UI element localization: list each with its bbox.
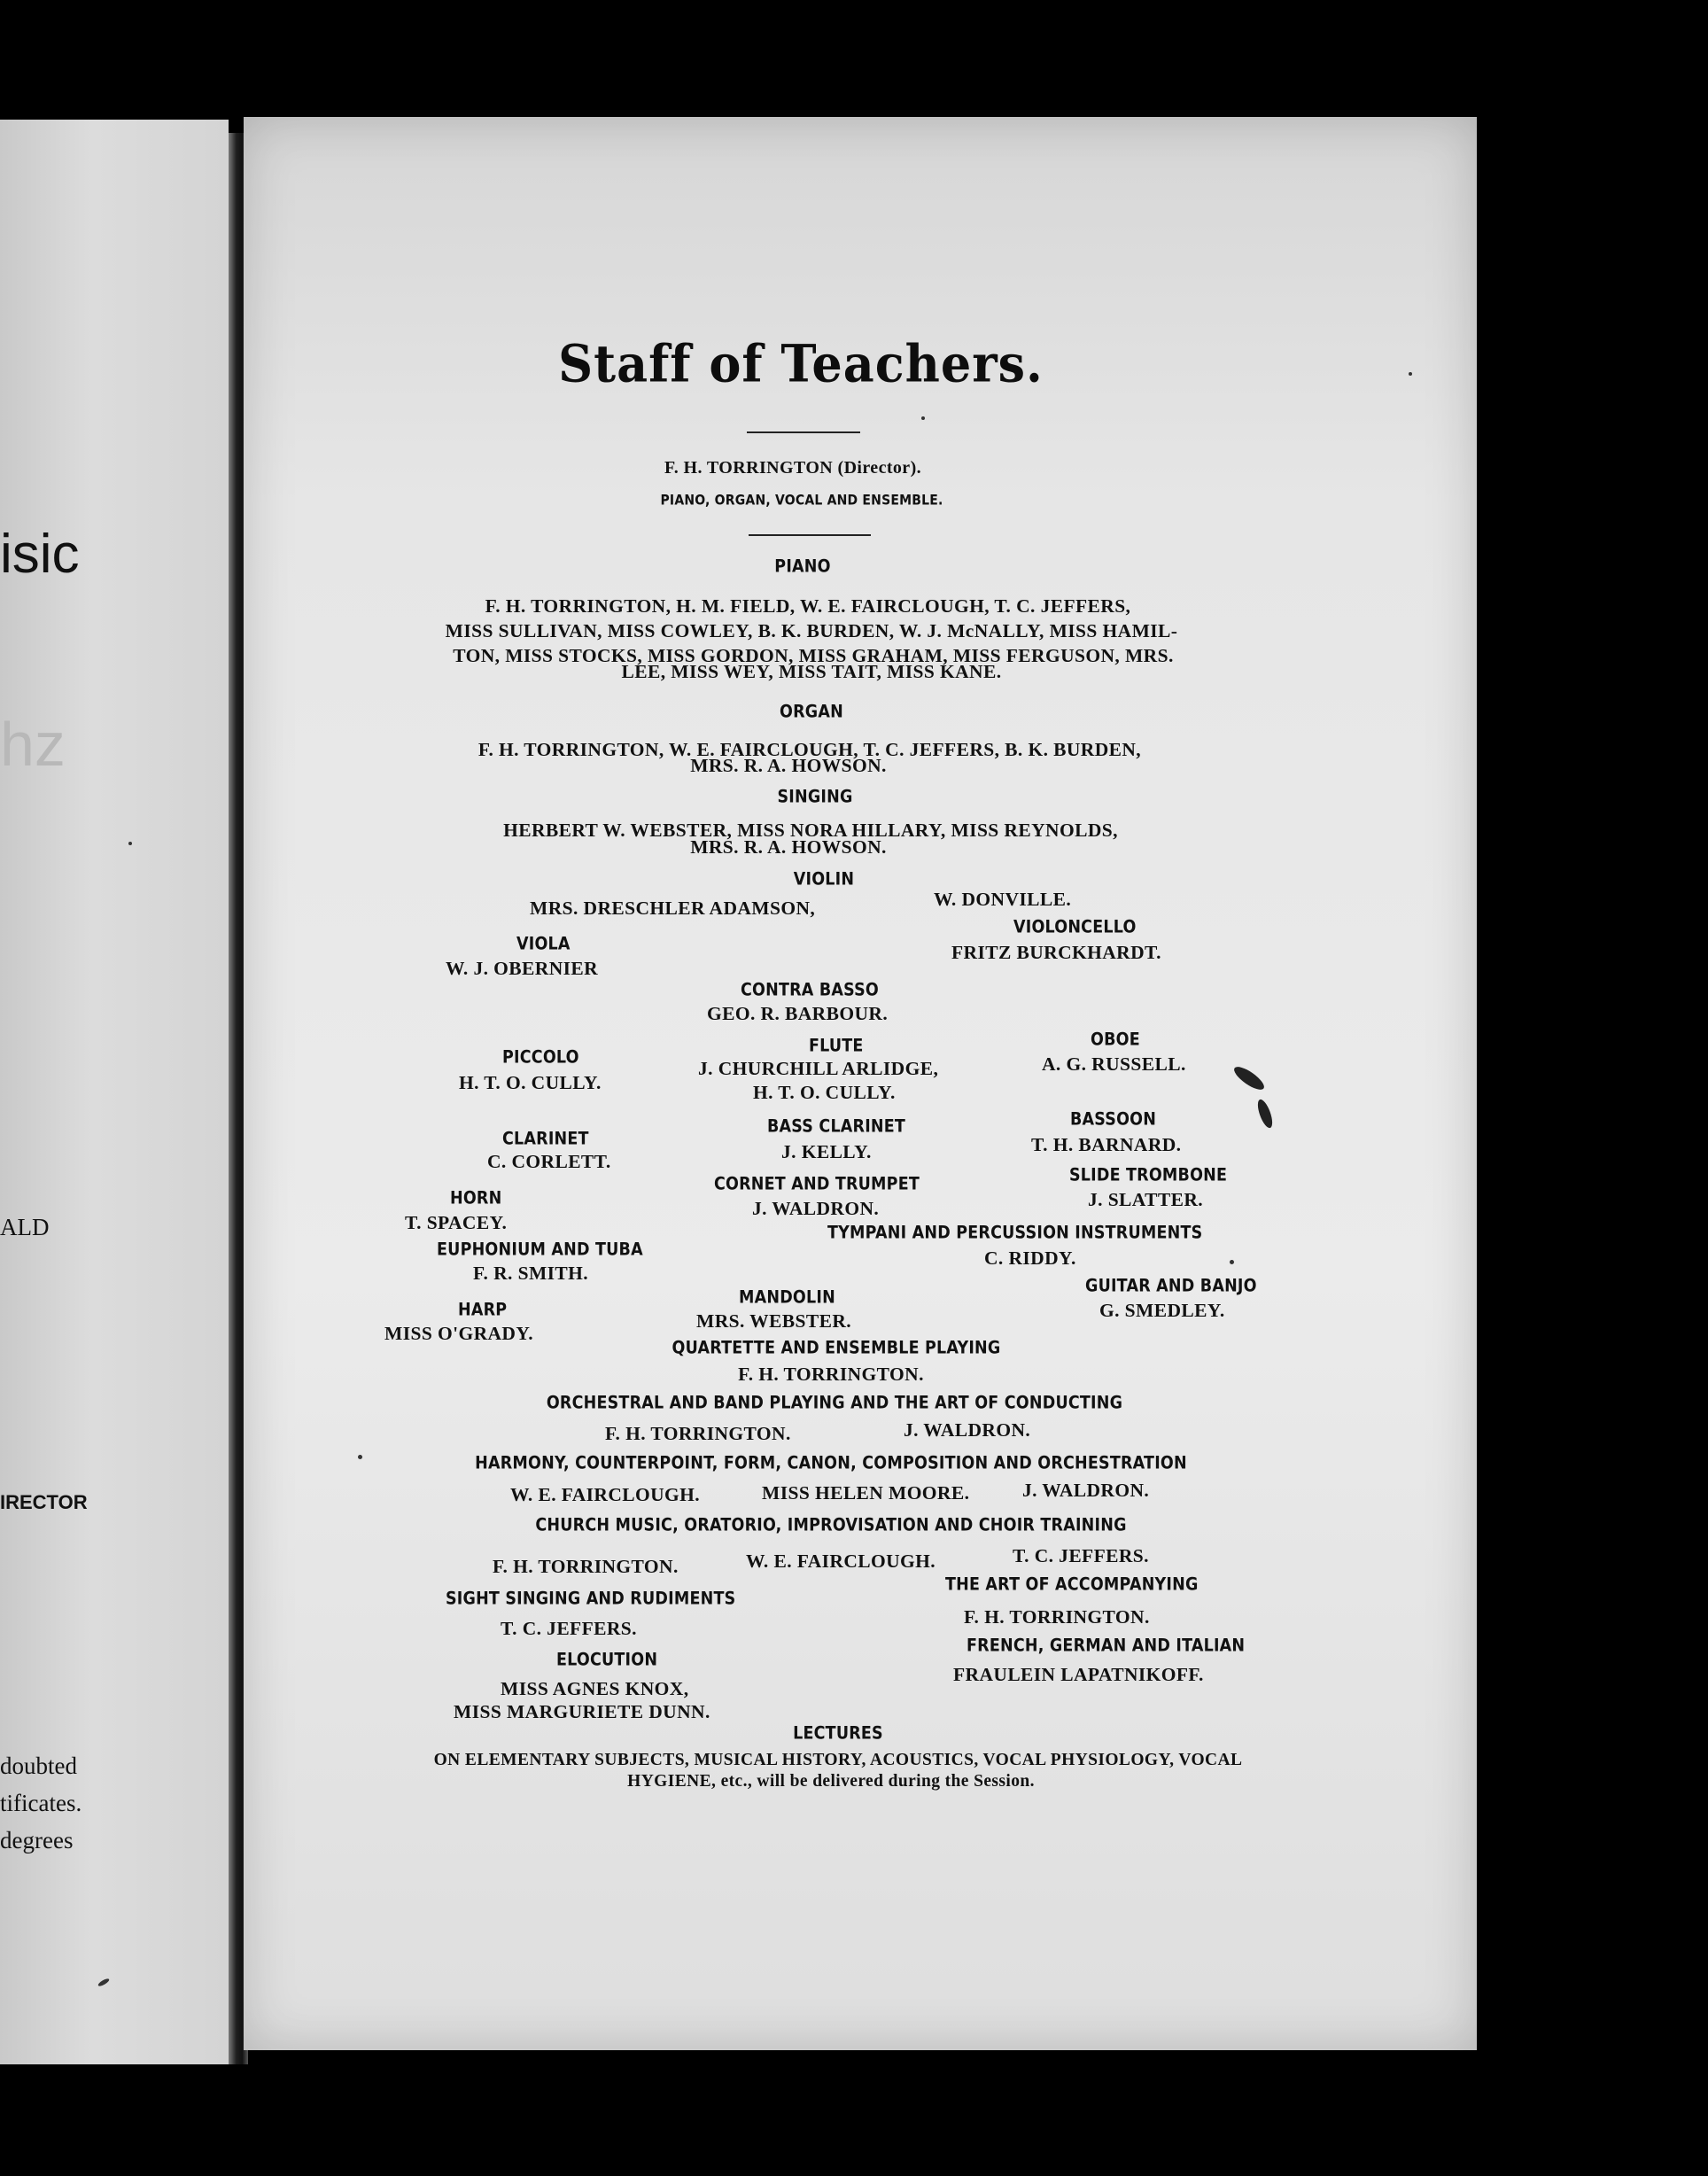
section-heading-elocution: ELOCUTION bbox=[556, 1650, 658, 1671]
lectures-line: HYGIENE, etc., will be delivered during the Session. bbox=[627, 1772, 1035, 1791]
section-heading-orchestral: ORCHESTRAL AND BAND PLAYING AND THE ART OF CONDUCTING bbox=[546, 1393, 1123, 1414]
piano-line: F. H. TORRINGTON, H. M. FIELD, W. E. FAIRCLOUGH, T. C. JEFFERS, bbox=[485, 595, 1131, 617]
section-heading-euphonium: EUPHONIUM AND TUBA bbox=[437, 1240, 643, 1261]
director-line: F. H. TORRINGTON (Director). bbox=[664, 458, 922, 478]
oboe-name: A. G. RUSSELL. bbox=[1042, 1053, 1186, 1075]
speck bbox=[1409, 372, 1412, 376]
piano-line: LEE, MISS WEY, MISS TAIT, MISS KANE. bbox=[621, 661, 1002, 682]
section-heading-violoncello: VIOLONCELLO bbox=[1013, 917, 1137, 938]
section-heading-contra-basso: CONTRA BASSO bbox=[741, 980, 879, 1001]
violin-name: MRS. DRESCHLER ADAMSON, bbox=[530, 898, 816, 919]
singing-line: MRS. R. A. HOWSON. bbox=[690, 836, 887, 858]
viola-name: W. J. OBERNIER bbox=[446, 958, 599, 979]
organ-line: MRS. R. A. HOWSON. bbox=[690, 755, 887, 776]
section-heading-cornet: CORNET AND TRUMPET bbox=[714, 1174, 920, 1195]
left-page-fragment: tificates. bbox=[0, 1790, 82, 1816]
lectures-line: ON ELEMENTARY SUBJECTS, MUSICAL HISTORY, ACOUSTICS, VOCAL PHYSIOLOGY, VOCAL bbox=[433, 1751, 1243, 1769]
page-title: Staff of Teachers. bbox=[558, 332, 1044, 394]
orchestral-name: F. H. TORRINGTON. bbox=[605, 1423, 791, 1444]
harmony-name: J. WALDRON. bbox=[1022, 1480, 1150, 1501]
left-page-fragment: doubted bbox=[0, 1752, 77, 1779]
violin-name: W. DONVILLE. bbox=[934, 889, 1072, 910]
section-heading-piano: PIANO bbox=[774, 556, 831, 578]
section-heading-flute: FLUTE bbox=[809, 1036, 864, 1057]
flute-name: H. T. O. CULLY. bbox=[753, 1082, 896, 1103]
left-page-fragment: hz bbox=[0, 710, 66, 779]
director-subjects: PIANO, ORGAN, VOCAL AND ENSEMBLE. bbox=[660, 493, 943, 509]
accompanying-name: F. H. TORRINGTON. bbox=[964, 1606, 1150, 1628]
euphonium-name: F. R. SMITH. bbox=[473, 1263, 589, 1284]
speck bbox=[921, 416, 925, 420]
section-heading-guitar: GUITAR AND BANJO bbox=[1085, 1276, 1257, 1297]
left-page-fragment: isic bbox=[0, 524, 80, 585]
horn-name: T. SPACEY. bbox=[405, 1212, 508, 1233]
sight-singing-name: T. C. JEFFERS. bbox=[501, 1618, 637, 1639]
section-heading-mandolin: MANDOLIN bbox=[739, 1287, 835, 1309]
bass-clarinet-name: J. KELLY. bbox=[781, 1141, 872, 1162]
section-heading-lectures: LECTURES bbox=[793, 1723, 883, 1745]
left-page-fragment: IRECTOR bbox=[0, 1491, 88, 1513]
harmony-name: W. E. FAIRCLOUGH. bbox=[510, 1484, 701, 1505]
section-heading-sight-singing: SIGHT SINGING AND RUDIMENTS bbox=[446, 1589, 736, 1610]
previous-page-edge bbox=[0, 120, 229, 2064]
elocution-name: MISS AGNES KNOX, bbox=[501, 1678, 689, 1699]
flute-name: J. CHURCHILL ARLIDGE, bbox=[698, 1058, 939, 1079]
church-name: F. H. TORRINGTON. bbox=[493, 1556, 679, 1577]
violoncello-name: FRITZ BURCKHARDT. bbox=[951, 942, 1161, 963]
guitar-name: G. SMEDLEY. bbox=[1099, 1300, 1225, 1321]
piano-line: TON, MISS STOCKS, MISS GORDON, MISS GRAHAM, MISS FERGUSON, MRS. bbox=[453, 645, 1174, 666]
singing-line: HERBERT W. WEBSTER, MISS NORA HILLARY, MISS REYNOLDS, bbox=[503, 820, 1118, 841]
mandolin-name: MRS. WEBSTER. bbox=[696, 1310, 852, 1332]
section-heading-quartette: QUARTETTE AND ENSEMBLE PLAYING bbox=[672, 1338, 1001, 1359]
section-heading-church: CHURCH MUSIC, ORATORIO, IMPROVISATION AND CHOIR TRAINING bbox=[535, 1515, 1127, 1536]
section-heading-harmony: HARMONY, COUNTERPOINT, FORM, CANON, COMPOSITION AND ORCHESTRATION bbox=[475, 1453, 1187, 1474]
title-rule bbox=[747, 431, 860, 433]
section-heading-harp: HARP bbox=[458, 1300, 508, 1321]
church-name: W. E. FAIRCLOUGH. bbox=[746, 1550, 936, 1572]
clarinet-name: C. CORLETT. bbox=[487, 1151, 611, 1172]
tympani-name: C. RIDDY. bbox=[984, 1247, 1076, 1269]
left-page-fragment: degrees bbox=[0, 1827, 74, 1853]
section-heading-oboe: OBOE bbox=[1091, 1030, 1140, 1051]
harmony-name: MISS HELEN MOORE. bbox=[762, 1482, 970, 1504]
section-heading-piccolo: PICCOLO bbox=[502, 1047, 579, 1069]
section-heading-violin: VIOLIN bbox=[793, 869, 855, 890]
organ-line: F. H. TORRINGTON, W. E. FAIRCLOUGH, T. C. JEFFERS, B. K. BURDEN, bbox=[477, 739, 1142, 760]
section-heading-clarinet: CLARINET bbox=[502, 1129, 589, 1150]
section-heading-horn: HORN bbox=[450, 1188, 502, 1209]
section-heading-accompanying: THE ART OF ACCOMPANYING bbox=[945, 1574, 1199, 1596]
speck bbox=[1230, 1260, 1234, 1264]
section-heading-bass-clarinet: BASS CLARINET bbox=[767, 1116, 906, 1138]
languages-name: FRAULEIN LAPATNIKOFF. bbox=[953, 1664, 1204, 1685]
section-heading-bassoon: BASSOON bbox=[1070, 1109, 1157, 1131]
elocution-name: MISS MARGURIETE DUNN. bbox=[454, 1701, 710, 1722]
section-heading-tympani: TYMPANI AND PERCUSSION INSTRUMENTS bbox=[827, 1223, 1203, 1244]
piccolo-name: H. T. O. CULLY. bbox=[459, 1072, 602, 1093]
section-heading-organ: ORGAN bbox=[780, 702, 843, 723]
section-heading-slide-trombone: SLIDE TROMBONE bbox=[1069, 1165, 1228, 1186]
cornet-name: J. WALDRON. bbox=[752, 1198, 880, 1219]
speck bbox=[128, 842, 132, 845]
director-rule bbox=[749, 534, 871, 536]
contra-basso-name: GEO. R. BARBOUR. bbox=[707, 1003, 889, 1024]
section-heading-viola: VIOLA bbox=[516, 934, 571, 955]
orchestral-name: J. WALDRON. bbox=[904, 1419, 1031, 1441]
piano-line: MISS SULLIVAN, MISS COWLEY, B. K. BURDEN, W. J. McNALLY, MISS HAMIL- bbox=[445, 620, 1178, 641]
slide-trombone-name: J. SLATTER. bbox=[1088, 1189, 1204, 1210]
church-name: T. C. JEFFERS. bbox=[1013, 1545, 1149, 1566]
left-page-fragment: ALD bbox=[0, 1214, 50, 1240]
harp-name: MISS O'GRADY. bbox=[384, 1323, 534, 1344]
section-heading-singing: SINGING bbox=[777, 787, 853, 808]
section-heading-languages: FRENCH, GERMAN AND ITALIAN bbox=[967, 1636, 1246, 1657]
bassoon-name: T. H. BARNARD. bbox=[1031, 1134, 1182, 1155]
quartette-name: F. H. TORRINGTON. bbox=[738, 1364, 924, 1385]
speck bbox=[358, 1455, 362, 1459]
